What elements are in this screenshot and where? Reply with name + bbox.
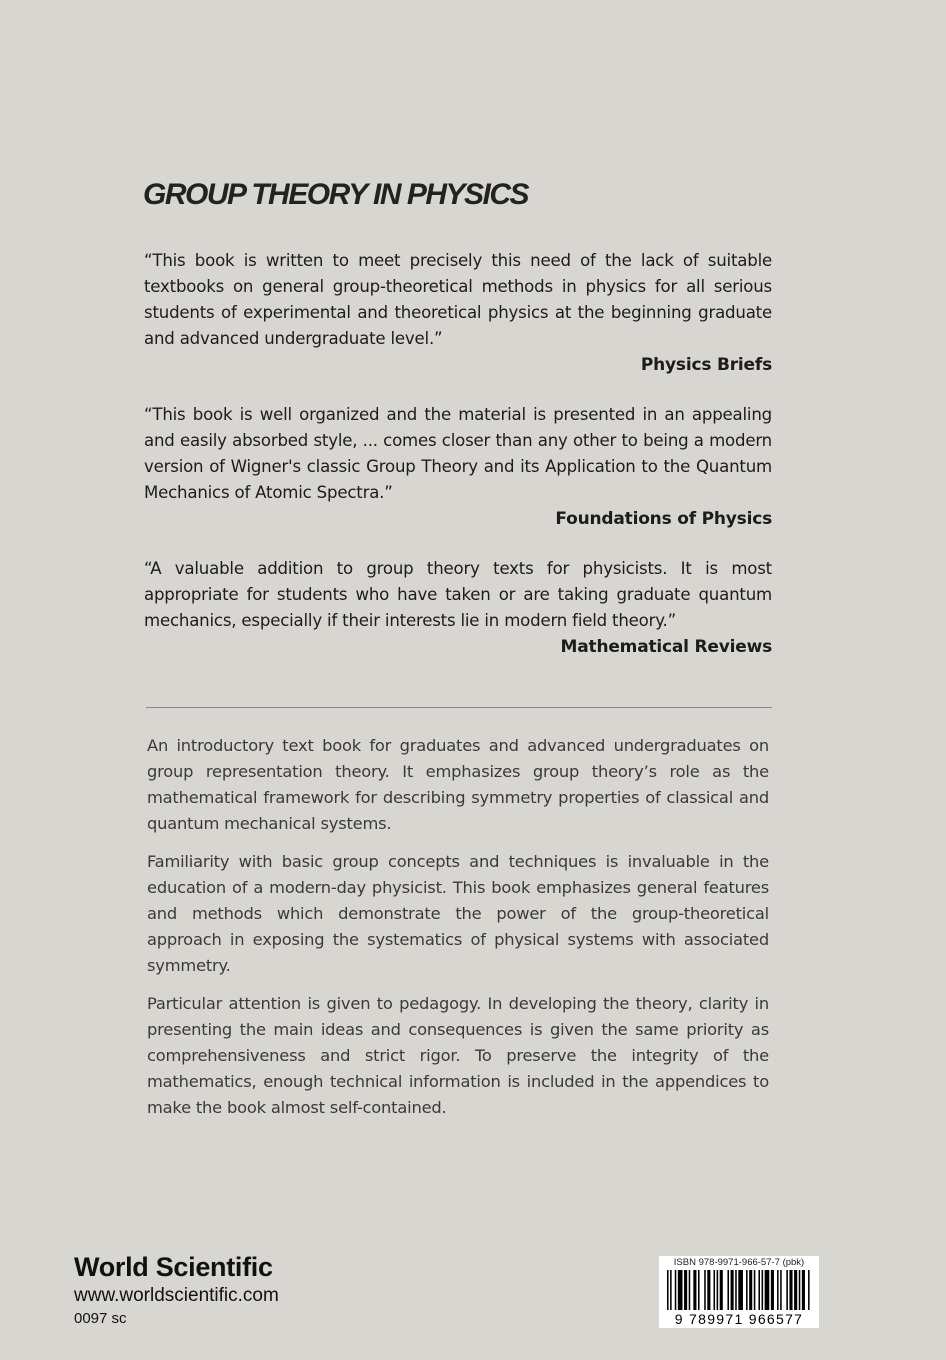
- publisher-url: www.worldscientific.com: [74, 1285, 279, 1306]
- publisher-code: 0097 sc: [74, 1310, 127, 1327]
- publisher-name: World Scientific: [74, 1252, 273, 1282]
- book-title: GROUP THEORY IN PHYSICS: [143, 178, 529, 211]
- book-description: [147, 733, 769, 1133]
- publisher-block: [74, 1250, 279, 1330]
- review-source: Physics Briefs: [640, 355, 772, 375]
- description-paragraph-1: An introductory text book for graduates and advanced undergraduates on group representation theory. It emphasizes group theory’s role as the mathematical framework for describing symmetry properties of classical and quantum mechanical systems.: [147, 736, 769, 833]
- barcode-digits: 9 789971 966577: [674, 1311, 804, 1327]
- barcode-icon: [663, 1270, 815, 1312]
- reviews-section: [144, 248, 772, 684]
- review-quote: “A valuable addition to group theory texts for physicists. It is most appropriate for students who have taken or are taking graduate quantum mechanics, especially if their interests lie in modern field theory.”: [144, 559, 772, 630]
- review-1: [144, 248, 772, 378]
- section-divider: [146, 707, 772, 708]
- isbn-barcode: [659, 1256, 819, 1328]
- review-source: Foundations of Physics: [555, 509, 772, 529]
- review-quote: “This book is well organized and the material is presented in an appealing and easily absorbed style, ... comes closer than any other to being a modern version of Wigner's classic Group Theory and its Application to the Quantum Mechanics of Atomic Spectra.”: [144, 405, 772, 502]
- review-source: Mathematical Reviews: [560, 637, 772, 657]
- description-paragraph-2: Familiarity with basic group concepts and techniques is invaluable in the education of a modern-day physicist. This book emphasizes general features and methods which demonstrate the power of the group-theoretical approach in exposing the systematics of physical systems with associated symmetry.: [147, 852, 769, 975]
- review-quote: “This book is written to meet precisely this need of the lack of suitable textbooks on general group-theoretical methods in physics for all serious students of experimental and theoretical physics at the beginning graduate and advanced undergraduate level.”: [144, 251, 772, 348]
- isbn-label: ISBN 978-9971-966-57-7 (pbk): [673, 1257, 805, 1268]
- description-paragraph-3: Particular attention is given to pedagogy. In developing the theory, clarity in presenting the main ideas and consequences is given the same priority as comprehensiveness and strict rigor. To preserve the integrity of the mathematics, enough technical information is included in the appendices to make the book almost self-contained.: [147, 994, 769, 1117]
- review-3: [144, 556, 772, 660]
- review-2: [144, 402, 772, 532]
